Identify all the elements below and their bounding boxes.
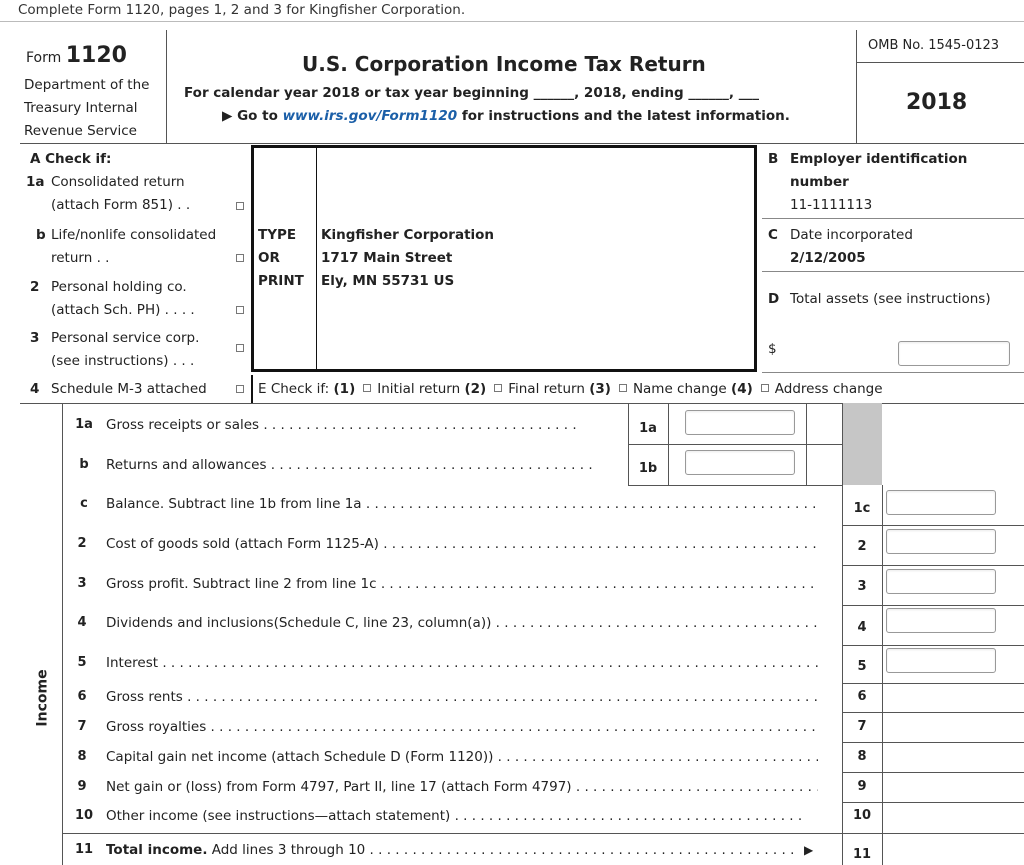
check-4-label: Schedule M-3 attached <box>51 381 207 397</box>
line-9-text <box>106 778 818 796</box>
section-d-label: D <box>768 291 780 307</box>
line-1a-num: 1a <box>75 417 93 432</box>
line-1c-num: c <box>80 496 88 511</box>
e-opt-2-label: Final return <box>508 381 585 397</box>
print-label: PRINT <box>258 273 304 289</box>
section-a-title: A Check if: <box>30 151 112 167</box>
schedule-m3-checkbox[interactable] <box>236 385 244 393</box>
tax-year: 2018 <box>906 90 968 115</box>
line-1b-label: Returns and allowances <box>106 457 267 473</box>
goto-line <box>222 107 790 125</box>
line-2-num: 2 <box>77 536 87 551</box>
line-10-num: 10 <box>74 808 94 823</box>
corp-city: Ely, MN 55731 US <box>321 273 455 289</box>
form-word: Form <box>26 50 62 66</box>
interest-input[interactable] <box>886 648 996 673</box>
check-3-label: Personal service corp. <box>51 330 200 346</box>
goto-prefix: ▶ Go to <box>222 108 283 124</box>
line-6-label: Gross rents <box>106 689 183 705</box>
line-6-num: 6 <box>77 689 87 704</box>
line-8-num: 8 <box>77 749 87 764</box>
box-1a-label: 1a <box>639 421 657 436</box>
check-4-num: 4 <box>30 381 40 397</box>
line-3-text <box>106 575 818 593</box>
check-3-label-2: (see instructions) . . . <box>51 353 195 369</box>
or-label: OR <box>258 250 280 266</box>
check-3-num: 3 <box>30 330 40 346</box>
corp-name: Kingfisher Corporation <box>321 227 495 243</box>
check-2-label: Personal holding co. <box>51 279 187 295</box>
gross-receipts-input[interactable] <box>685 410 795 435</box>
box-3-label: 3 <box>857 579 867 594</box>
line-11-arrow: ▶ <box>804 843 814 857</box>
box-8-label: 8 <box>857 749 867 764</box>
box-5-label: 5 <box>857 659 867 674</box>
address-change-checkbox[interactable] <box>761 384 769 392</box>
line-9-label: Net gain or (loss) from Form 4797, Part II, line 17 (attach Form 4797) <box>106 779 572 795</box>
line-9-num: 9 <box>77 779 87 794</box>
section-c-label: C <box>768 227 778 243</box>
line-8-label: Capital gain net income (attach Schedule D (Form 1120)) <box>106 749 494 765</box>
box-4-label: 4 <box>857 620 867 635</box>
check-b-label-2: return . . <box>51 250 110 266</box>
line-6-text <box>106 688 818 706</box>
section-b-label: B <box>768 151 779 167</box>
box-2-label: 2 <box>857 539 867 554</box>
line-4-text <box>106 614 818 632</box>
currency-sign: $ <box>768 341 777 357</box>
section-e-prefix: E Check if: <box>258 381 330 397</box>
instruction-bar <box>0 0 1024 22</box>
dept-line-3: Revenue Service <box>24 123 137 139</box>
line-5-label: Interest <box>106 655 159 671</box>
personal-service-checkbox[interactable] <box>236 344 244 352</box>
line-1a-text <box>106 416 576 434</box>
line-11-text <box>106 841 798 859</box>
line-1b-text <box>106 456 596 474</box>
line-11-num: 11 <box>74 842 94 857</box>
line-2-label: Cost of goods sold (attach Form 1125-A) <box>106 536 379 552</box>
line-11-label: Add lines 3 through 10 <box>207 842 366 858</box>
calendar-line: For calendar year 2018 or tax year beginning ______, 2018, ending ______, ___ <box>184 85 759 101</box>
line-1a-label: Gross receipts or sales <box>106 417 260 433</box>
type-label: TYPE <box>258 227 297 243</box>
section-d-title: Total assets (see instructions) <box>790 291 991 307</box>
line-1b-num: b <box>79 457 89 472</box>
returns-allowances-input[interactable] <box>685 450 795 475</box>
goto-suffix: for instructions and the latest information. <box>457 108 790 124</box>
check-b-label: Life/nonlife consolidated <box>51 227 217 243</box>
line-3-num: 3 <box>77 576 87 591</box>
balance-input[interactable] <box>886 490 996 515</box>
line-5-num: 5 <box>77 655 87 670</box>
shaded-column <box>842 403 882 485</box>
e-opt-3-label: Name change <box>632 381 727 397</box>
initial-return-checkbox[interactable] <box>363 384 371 392</box>
consolidated-return-checkbox[interactable] <box>236 202 244 210</box>
box-9-label: 9 <box>857 779 867 794</box>
box-11-label: 11 <box>852 847 872 862</box>
omb-number: OMB No. 1545-0123 <box>868 38 1000 53</box>
income-label-text: Income <box>34 669 51 727</box>
e-opt-1-num: (1) <box>333 381 356 397</box>
line-1c-label: Balance. Subtract line 1b from line 1a <box>106 496 362 512</box>
dividends-input[interactable] <box>886 608 996 633</box>
e-opt-3-num: (3) <box>589 381 611 397</box>
dept-line-1: Department of the <box>24 77 150 93</box>
line-7-label: Gross royalties <box>106 719 207 735</box>
check-2-label-2: (attach Sch. PH) . . . . <box>51 302 195 318</box>
personal-holding-checkbox[interactable] <box>236 306 244 314</box>
section-b-title-1: Employer identification <box>790 151 968 167</box>
line-3-label: Gross profit. Subtract line 2 from line 1c <box>106 576 377 592</box>
section-c-title: Date incorporated <box>790 227 913 243</box>
form-label <box>26 44 127 70</box>
gross-profit-input[interactable] <box>886 569 996 594</box>
form-title: U.S. Corporation Income Tax Return <box>302 52 706 76</box>
line-4-label: Dividends and inclusions(Schedule C, line 23, column(a)) <box>106 615 492 631</box>
line-10-text <box>106 807 806 825</box>
e-opt-1-label: Initial return <box>377 381 461 397</box>
line-8-text <box>106 748 818 766</box>
final-return-checkbox[interactable] <box>494 384 502 392</box>
total-assets-input[interactable] <box>898 341 1010 366</box>
line-7-text <box>106 718 818 736</box>
box-1b-label: 1b <box>638 461 658 476</box>
line-11-bold: Total income. <box>106 842 208 858</box>
line-2-text <box>106 535 818 553</box>
corp-street: 1717 Main Street <box>321 250 453 266</box>
section-e-row <box>258 380 883 398</box>
check-b-num: b <box>36 227 46 243</box>
section-b-title-2: number <box>790 174 849 190</box>
irs-link[interactable]: www.irs.gov/Form1120 <box>282 108 458 124</box>
dept-line-2: Treasury Internal <box>24 100 138 116</box>
check-1a-label: Consolidated return <box>51 174 185 190</box>
check-1a-num: 1a <box>26 174 45 190</box>
instruction-text: Complete Form 1120, pages 1, 2 and 3 for Kingfisher Corporation. <box>18 2 466 18</box>
e-opt-2-num: (2) <box>464 381 487 397</box>
income-side-label <box>28 670 58 730</box>
e-opt-4-label: Address change <box>774 381 883 397</box>
check-1a-label-2: (attach Form 851) . . <box>51 197 191 213</box>
line-5-text <box>106 654 818 672</box>
line-1c-text <box>106 495 818 513</box>
form-number: 1120 <box>65 43 127 68</box>
line-7-num: 7 <box>77 719 87 734</box>
ein-value: 11-1111113 <box>790 197 873 213</box>
line-10-label: Other income (see instructions—attach statement) <box>106 808 451 824</box>
line-4-num: 4 <box>77 615 87 630</box>
check-2-num: 2 <box>30 279 40 295</box>
box-10-label: 10 <box>852 808 872 823</box>
life-nonlife-checkbox[interactable] <box>236 254 244 262</box>
name-change-checkbox[interactable] <box>619 384 627 392</box>
box-7-label: 7 <box>857 719 867 734</box>
box-1c-label: 1c <box>853 501 871 516</box>
box-6-label: 6 <box>857 689 867 704</box>
cogs-input[interactable] <box>886 529 996 554</box>
date-incorporated: 2/12/2005 <box>790 250 866 266</box>
e-opt-4-num: (4) <box>731 381 753 397</box>
